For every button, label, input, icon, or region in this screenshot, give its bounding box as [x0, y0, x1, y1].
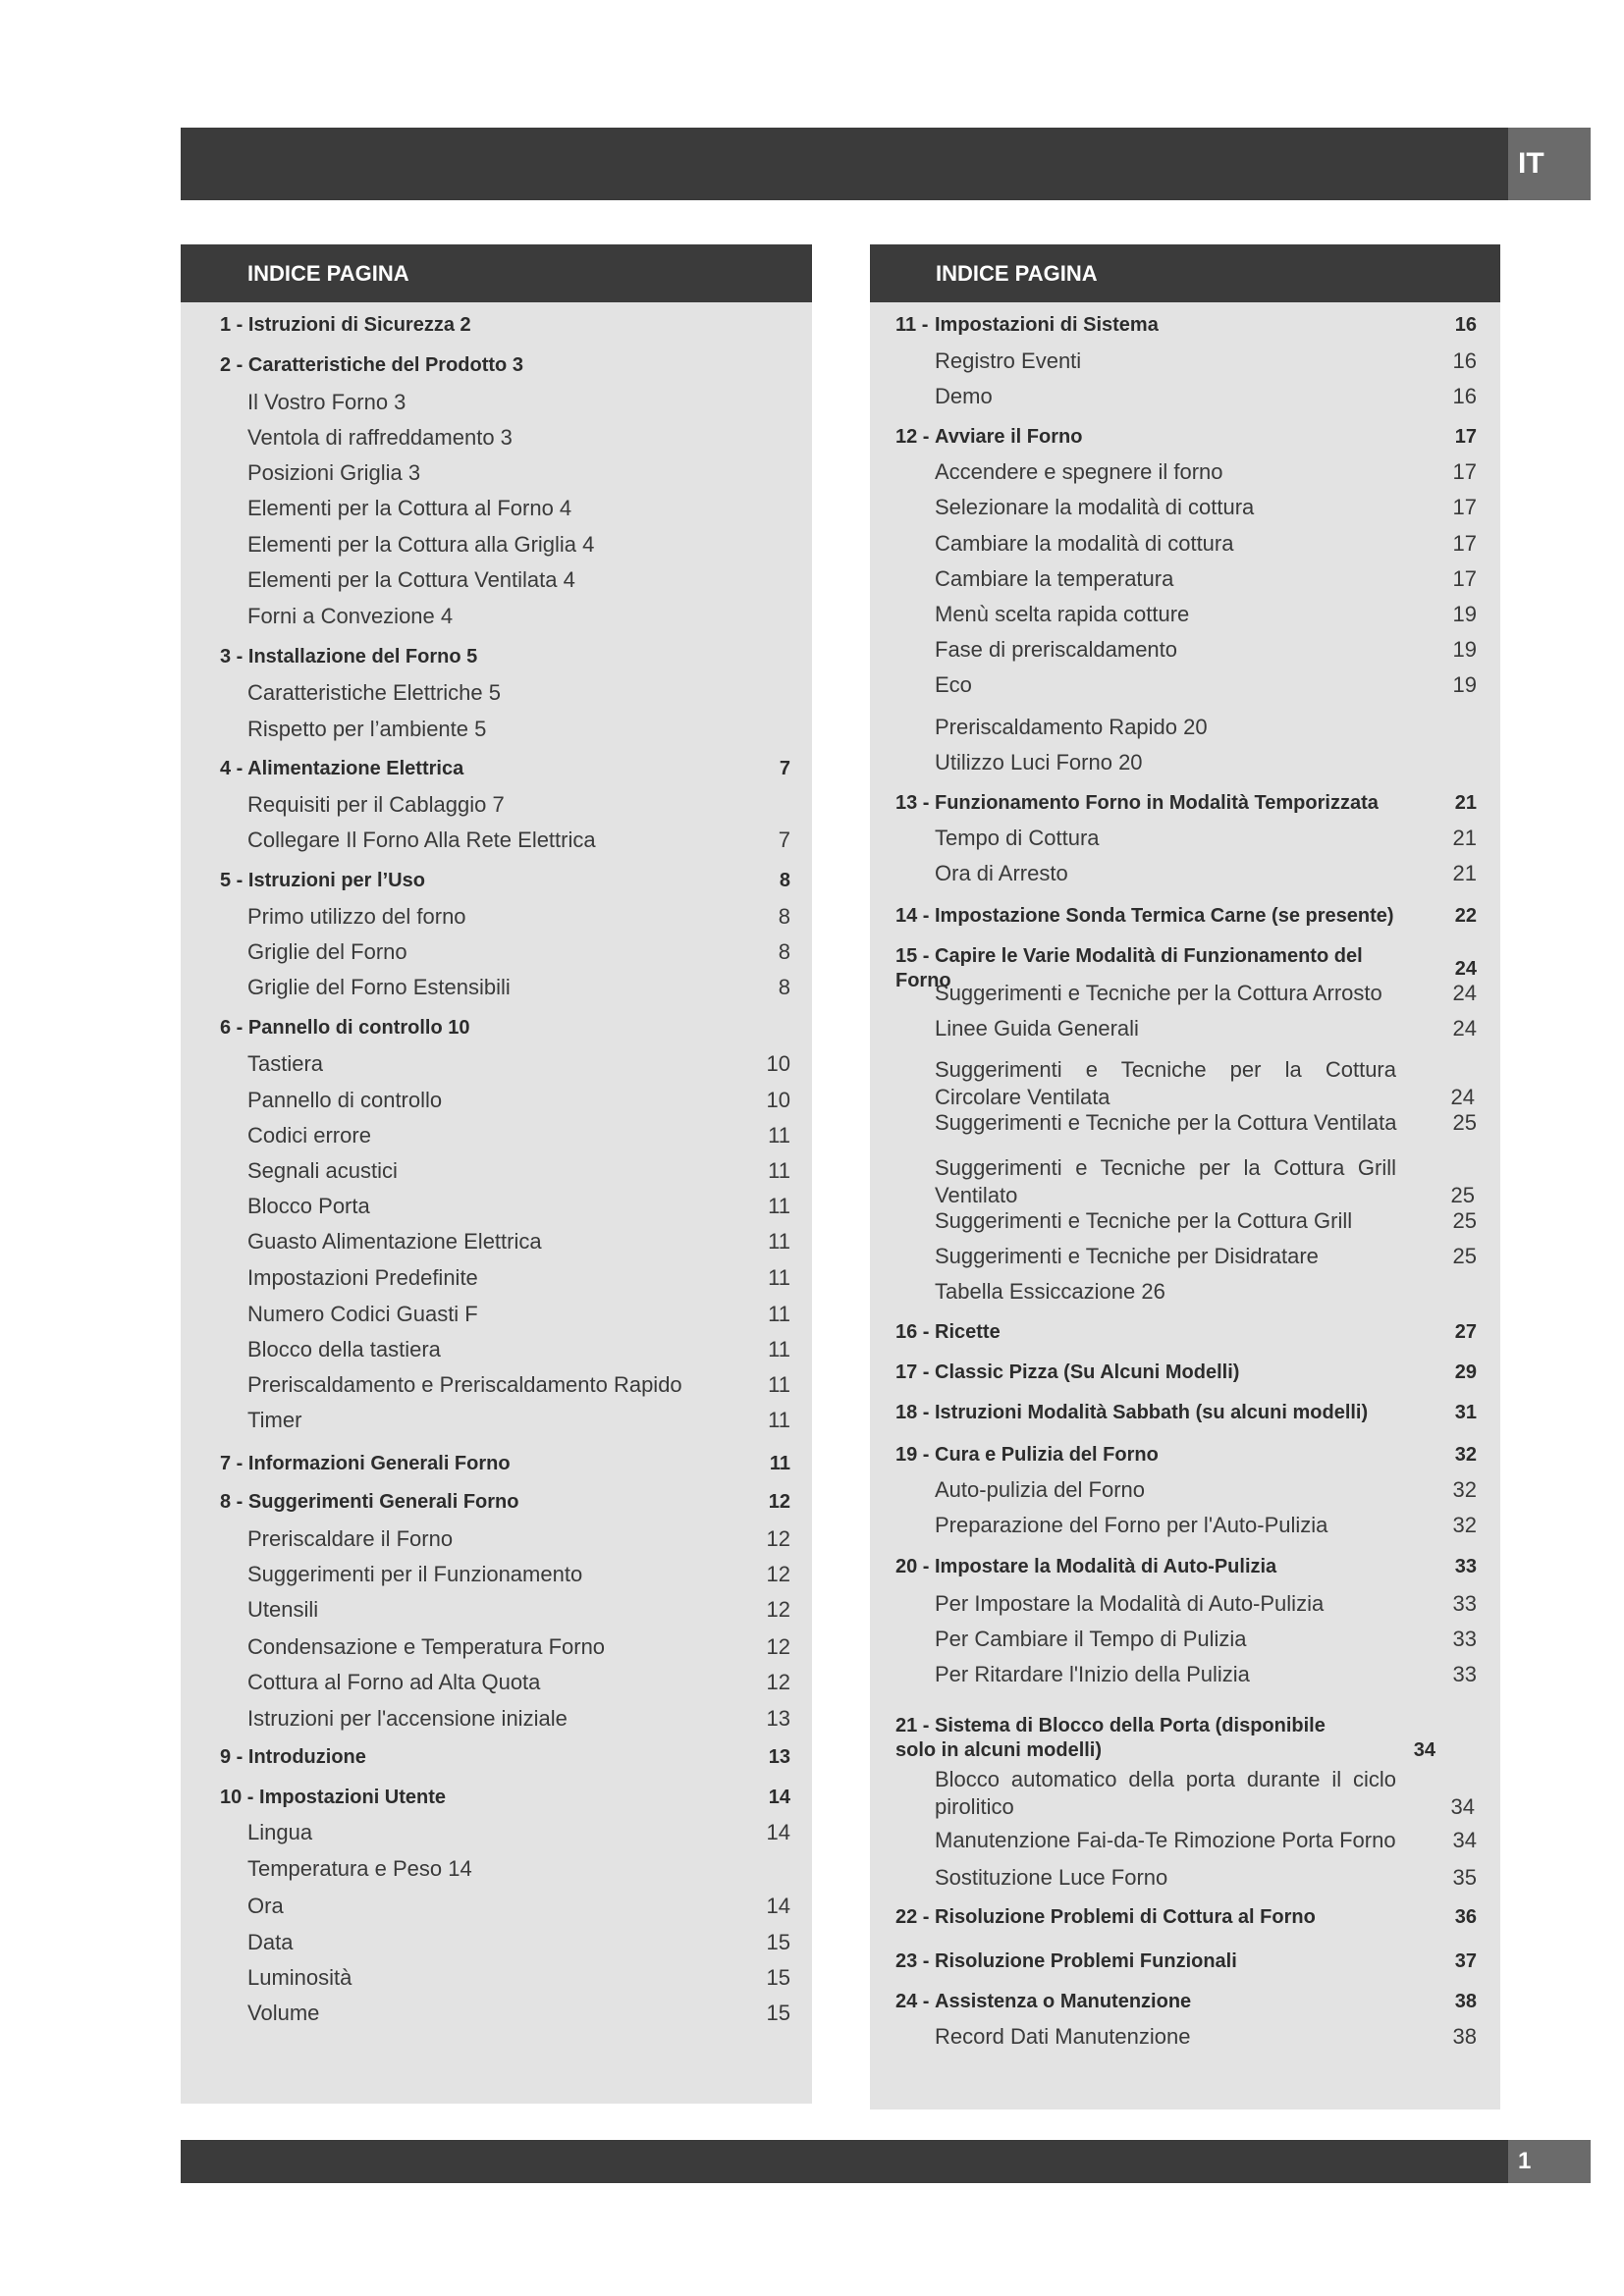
toc-section-title: Impostare la Modalità di Auto-Pulizia: [935, 1556, 1277, 1577]
toc-item: [870, 860, 1500, 887]
toc-entry-title: Numero Codici Guasti F: [247, 1302, 478, 1326]
toc-entry-title: Menù scelta rapida cotture: [935, 602, 1190, 626]
toc-section-number: 12 -: [895, 426, 930, 448]
toc-entry-title: [895, 1949, 1398, 1974]
toc-page-number: 38: [1454, 1991, 1477, 2012]
toc-left-title: INDICE PAGINA: [181, 244, 812, 302]
toc-entry-title: Volume: [247, 2001, 320, 2025]
toc-section-title: Avviare il Forno: [935, 426, 1083, 448]
toc-page-number: 11: [769, 1453, 790, 1474]
toc-entry-title: 9 - Introduzione: [220, 1746, 366, 1768]
toc-right-title: INDICE PAGINA: [870, 244, 1500, 302]
toc-page-number: 36: [1454, 1906, 1477, 1928]
toc-item: [870, 671, 1500, 699]
toc-item: [181, 531, 812, 559]
toc-page-number: 32: [1452, 1477, 1477, 1502]
toc-entry-title: Codici errore: [247, 1123, 371, 1148]
toc-entry-title: Suggerimenti e Tecniche per la Cottura Grill: [935, 1208, 1353, 1233]
toc-page-number: 22: [1454, 905, 1477, 927]
toc-entry-title: Blocco Porta: [247, 1194, 370, 1218]
toc-item: [181, 1561, 812, 1588]
toc-page-number: 11: [768, 1302, 790, 1326]
toc-page-number: 33: [1452, 1662, 1477, 1686]
toc-item: [181, 1371, 812, 1399]
toc-item: [181, 1525, 812, 1553]
toc-item: [870, 1476, 1500, 1504]
toc-item: [181, 1705, 812, 1733]
toc-page-number: 31: [1454, 1402, 1477, 1423]
toc-section-title: Cura e Pulizia del Forno: [935, 1444, 1159, 1466]
toc-item: [181, 1050, 812, 1078]
toc-item: [181, 1596, 812, 1624]
toc-item: [870, 1626, 1500, 1653]
toc-page-number: 12: [768, 1491, 790, 1513]
toc-item: [181, 827, 812, 854]
toc-entry-title: Pannello di controllo: [247, 1088, 443, 1112]
toc-page-number: 25: [1452, 1244, 1477, 1268]
toc-entry-title: Griglie del Forno Estensibili: [247, 975, 511, 999]
toc-section: [181, 1490, 812, 1515]
toc-entry-title: [895, 1555, 1398, 1579]
toc-page-number: 14: [766, 1820, 790, 1844]
toc-item: [870, 601, 1500, 628]
toc-entry-title: Luminosità: [247, 1965, 352, 1990]
toc-item: [181, 1893, 812, 1920]
toc-item: [181, 566, 812, 594]
toc-entry-title: Per Impostare la Modalità di Auto-Pulizia: [935, 1591, 1325, 1616]
toc-page-number: 15: [766, 1930, 790, 1954]
toc-item: [870, 494, 1500, 521]
toc-item: [870, 636, 1500, 664]
toc-section: [870, 1443, 1500, 1468]
toc-page-number: 17: [1452, 495, 1477, 519]
toc-section-title: Risoluzione Problemi Funzionali: [935, 1950, 1237, 1972]
toc-page-number: 8: [779, 870, 790, 891]
toc-entry-title: [895, 904, 1398, 929]
toc-section: [870, 425, 1500, 450]
toc-entry-title: Suggerimenti e Tecniche per la Cottura Ventilata: [935, 1110, 1397, 1135]
toc-section-title: Funzionamento Forno in Modalità Temporizzata: [935, 792, 1379, 814]
toc-page-number: 11: [768, 1194, 790, 1218]
toc-section: [181, 757, 812, 781]
toc-entry-title: Ventola di raffreddamento 3: [247, 425, 513, 450]
toc-section-number: 23 -: [895, 1950, 930, 1972]
toc-entry-title: Guasto Alimentazione Elettrica: [247, 1229, 542, 1254]
toc-item: [181, 903, 812, 931]
page-number: 1: [1508, 2140, 1591, 2183]
toc-page-number: 10: [766, 1051, 790, 1076]
toc-item: [181, 603, 812, 630]
toc-entry-title: Istruzioni per l'accensione iniziale: [247, 1706, 568, 1731]
toc-page-number: 12: [766, 1670, 790, 1694]
toc-section: [870, 791, 1500, 816]
toc-entry-title: [895, 1990, 1398, 2014]
toc-page-number: 35: [1452, 1865, 1477, 1890]
toc-entry-title: Suggerimenti per il Funzionamento: [247, 1562, 583, 1586]
toc-item: [181, 1929, 812, 1956]
toc-page-number: 25: [1450, 1182, 1475, 1207]
toc-entry-title: [895, 1361, 1398, 1385]
toc-entry-title: [895, 313, 1398, 338]
toc-section: [181, 1786, 812, 1810]
toc-entry-title: Preriscaldamento Rapido 20: [935, 715, 1208, 739]
toc-section: [181, 313, 812, 338]
toc-section: [181, 1016, 812, 1041]
toc-item: [870, 530, 1500, 558]
toc-item: [870, 1661, 1500, 1688]
toc-entry-title: Elementi per la Cottura Ventilata 4: [247, 567, 575, 592]
toc-page-number: 11: [768, 1123, 790, 1148]
toc-page-number: 24: [1452, 1016, 1477, 1041]
toc-page-number: 11: [768, 1158, 790, 1183]
toc-item: [181, 1633, 812, 1661]
toc-section-title: Capire le Varie Modalità di Funzionamento del Forno: [895, 945, 1363, 991]
toc-item: [181, 1087, 812, 1114]
toc-column-right: [870, 244, 1500, 2109]
toc-page-number: 19: [1452, 672, 1477, 697]
toc-item: [870, 714, 1500, 741]
toc-entry-title: Suggerimenti e Tecniche per Disidratare: [935, 1244, 1319, 1268]
toc-entry-title: Cottura al Forno ad Alta Quota: [247, 1670, 541, 1694]
toc-item: [181, 974, 812, 1001]
toc-section-number: 14 -: [895, 905, 930, 927]
toc-entry-title: Caratteristiche Elettriche 5: [247, 680, 501, 705]
toc-section: [870, 1320, 1500, 1345]
toc-item: [870, 347, 1500, 375]
toc-entry-title: Accendere e spegnere il forno: [935, 459, 1223, 484]
toc-page-number: 17: [1452, 566, 1477, 591]
toc-page-number: 12: [766, 1634, 790, 1659]
toc-item: [181, 1407, 812, 1434]
toc-section-title: Assistenza o Manutenzione: [935, 1991, 1192, 2012]
toc-entry-title: Posizioni Griglia 3: [247, 460, 421, 485]
toc-page-number: 38: [1452, 2024, 1477, 2049]
toc-page-number: 13: [768, 1746, 790, 1768]
toc-page-number: 29: [1454, 1362, 1477, 1383]
toc-item: [181, 1855, 812, 1883]
toc-entry-title: [895, 1905, 1398, 1930]
toc-page-number: 8: [778, 939, 790, 964]
toc-page-number: 34: [1452, 1828, 1477, 1852]
toc-item: [870, 1512, 1500, 1539]
toc-page-number: 19: [1452, 602, 1477, 626]
toc-item: [870, 383, 1500, 410]
toc-page-number: 12: [766, 1526, 790, 1551]
toc-section-number: 22 -: [895, 1906, 930, 1928]
toc-section: [181, 353, 812, 378]
toc-entry-title: Primo utilizzo del forno: [247, 904, 466, 929]
toc-entry-title: Il Vostro Forno 3: [247, 390, 406, 414]
toc-page-number: 15: [766, 1965, 790, 1990]
toc-item: [181, 1264, 812, 1292]
toc-page-number: 11: [768, 1265, 790, 1290]
toc-entry-title: [895, 1443, 1398, 1468]
toc-section: [181, 645, 812, 669]
toc-entry-title: Requisiti per il Cablaggio 7: [247, 792, 505, 817]
toc-item: [181, 459, 812, 487]
toc-item: [181, 389, 812, 416]
toc-item: [870, 1278, 1500, 1306]
toc-item: [181, 716, 812, 743]
toc-section: [870, 1990, 1500, 2014]
toc-page-number: 21: [1454, 792, 1477, 814]
toc-entry-title: Suggerimenti e Tecniche per la Cottura Arrosto: [935, 981, 1382, 1005]
toc-page-number: 21: [1452, 861, 1477, 885]
toc-item: [181, 791, 812, 819]
toc-page-number: 21: [1452, 826, 1477, 850]
toc-entry-title: Cambiare la temperatura: [935, 566, 1174, 591]
toc-page-number: 11: [768, 1229, 790, 1254]
toc-item: [870, 458, 1500, 486]
toc-section-number: 15 -: [895, 945, 930, 967]
toc-entry-title: Sostituzione Luce Forno: [935, 1865, 1168, 1890]
header-bar: [181, 128, 1508, 200]
toc-entry-title: Suggerimenti e Tecniche per la Cottura Circolare Ventilata: [935, 1057, 1396, 1109]
toc-entry-title: Collegare Il Forno Alla Rete Elettrica: [247, 828, 596, 852]
toc-entry-title: 4 - Alimentazione Elettrica: [220, 758, 464, 779]
toc-section-title: Impostazioni di Sistema: [935, 314, 1159, 336]
toc-section: [870, 1401, 1500, 1425]
toc-entry-title: Auto-pulizia del Forno: [935, 1477, 1146, 1502]
toc-section-number: 18 -: [895, 1402, 930, 1423]
toc-entry-title: Utilizzo Luci Forno 20: [935, 750, 1143, 774]
toc-entry-title: Blocco automatico della porta durante il ciclo pirolitico: [935, 1767, 1396, 1819]
toc-section: [870, 313, 1500, 338]
toc-page-number: 7: [778, 828, 790, 852]
toc-entry-title: Record Dati Manutenzione: [935, 2024, 1191, 2049]
toc-item: [870, 1207, 1500, 1235]
toc-entry-title: Linee Guida Generali: [935, 1016, 1139, 1041]
toc-section: [870, 904, 1500, 929]
toc-page-number: 13: [766, 1706, 790, 1731]
toc-entry-title: Rispetto per l’ambiente 5: [247, 717, 487, 741]
toc-entry-title: Cambiare la modalità di cottura: [935, 531, 1234, 556]
language-tab: IT: [1508, 128, 1591, 200]
toc-section-number: 19 -: [895, 1444, 930, 1466]
toc-page-number: 17: [1452, 531, 1477, 556]
toc-page-number: 12: [766, 1562, 790, 1586]
toc-page-number: 32: [1454, 1444, 1477, 1466]
toc-item: [181, 679, 812, 707]
toc-item: [181, 1819, 812, 1846]
toc-entry-title: 5 - Istruzioni per l’Uso: [220, 870, 425, 891]
toc-page-number: 11: [768, 1408, 790, 1432]
toc-section: [870, 1949, 1500, 1974]
toc-entry-title: 1 - Istruzioni di Sicurezza 2: [220, 314, 471, 336]
toc-section: [181, 1452, 812, 1476]
toc-entry-title: [895, 1714, 1357, 1763]
toc-entry-title: 6 - Pannello di controllo 10: [220, 1017, 470, 1039]
toc-entry-title: Tastiera: [247, 1051, 324, 1076]
toc-section-title: Ricette: [935, 1321, 1001, 1343]
toc-item: [181, 1964, 812, 1992]
toc-page-number: 24: [1452, 981, 1477, 1005]
toc-page-number: 24: [1454, 957, 1477, 980]
toc-entry-title: [895, 1401, 1398, 1425]
toc-entry-title: Elementi per la Cottura al Forno 4: [247, 496, 572, 520]
toc-entry-title: Lingua: [247, 1820, 313, 1844]
toc-page-number: 12: [766, 1597, 790, 1622]
toc-item: [870, 1154, 1500, 1208]
toc-page-number: 17: [1452, 459, 1477, 484]
toc-entry-title: Registro Eventi: [935, 348, 1082, 373]
toc-entry-title: Condensazione e Temperatura Forno: [247, 1634, 606, 1659]
toc-page-number: 25: [1452, 1208, 1477, 1233]
toc-item: [181, 1301, 812, 1328]
toc-entry-title: Manutenzione Fai-da-Te Rimozione Porta Forno: [935, 1828, 1396, 1852]
toc-page-number: 15: [766, 2001, 790, 2025]
toc-entry-title: Forni a Convezione 4: [247, 604, 454, 628]
toc-page-number: 10: [766, 1088, 790, 1112]
toc-item: [181, 1228, 812, 1255]
toc-item: [181, 1122, 812, 1149]
toc-page-number: 8: [778, 904, 790, 929]
toc-entry-title: Data: [247, 1930, 294, 1954]
toc-entry-title: Preriscaldamento e Preriscaldamento Rapido: [247, 1372, 682, 1397]
toc-page-number: 34: [1413, 1739, 1435, 1761]
toc-page-number: 33: [1454, 1556, 1477, 1577]
toc-entry-title: Selezionare la modalità di cottura: [935, 495, 1255, 519]
toc-entry-title: Eco: [935, 672, 972, 697]
toc-section-number: 20 -: [895, 1556, 930, 1577]
toc-entry-title: [895, 791, 1398, 816]
toc-section: [870, 1905, 1500, 1930]
toc-entry-title: 8 - Suggerimenti Generali Forno: [220, 1491, 519, 1513]
toc-item: [181, 2000, 812, 2027]
toc-section: [870, 1714, 1500, 1763]
toc-page-number: 11: [768, 1372, 790, 1397]
toc-entry-title: 2 - Caratteristiche del Prodotto 3: [220, 354, 523, 376]
toc-page-number: 33: [1452, 1627, 1477, 1651]
toc-entry-title: Per Cambiare il Tempo di Pulizia: [935, 1627, 1247, 1651]
toc-page-number: 14: [768, 1787, 790, 1808]
toc-section-number: 24 -: [895, 1991, 930, 2012]
toc-item: [870, 1766, 1500, 1820]
toc-page-number: 17: [1454, 426, 1477, 448]
toc-item: [870, 825, 1500, 852]
toc-entry-title: 10 - Impostazioni Utente: [220, 1787, 447, 1808]
toc-page-number: 11: [768, 1337, 790, 1362]
toc-column-left: [181, 244, 812, 2104]
toc-entry-title: Segnali acustici: [247, 1158, 398, 1183]
toc-item: [181, 495, 812, 522]
toc-item: [870, 1056, 1500, 1110]
toc-entry-title: Ora: [247, 1894, 284, 1918]
toc-page-number: 32: [1452, 1513, 1477, 1537]
toc-page-number: 8: [778, 975, 790, 999]
toc-section-number: 16 -: [895, 1321, 930, 1343]
toc-page-number: 24: [1450, 1084, 1475, 1109]
toc-page-number: 16: [1454, 314, 1477, 336]
toc-entry-title: Elementi per la Cottura alla Griglia 4: [247, 532, 595, 557]
toc-page-number: 16: [1452, 348, 1477, 373]
toc-item: [870, 1243, 1500, 1270]
toc-page-number: 25: [1452, 1110, 1477, 1135]
toc-entry-title: Impostazioni Predefinite: [247, 1265, 478, 1290]
toc-item: [870, 565, 1500, 593]
toc-entry-title: Temperatura e Peso 14: [247, 1856, 472, 1881]
toc-item: [181, 1193, 812, 1220]
toc-page-number: 16: [1452, 384, 1477, 408]
toc-page-number: 7: [779, 758, 790, 779]
toc-page-number: 19: [1452, 637, 1477, 662]
toc-page-number: 14: [766, 1894, 790, 1918]
toc-entry-title: Preriscaldare il Forno: [247, 1526, 454, 1551]
toc-page-number: 27: [1454, 1321, 1477, 1343]
toc-item: [870, 1864, 1500, 1892]
toc-section-number: 13 -: [895, 792, 930, 814]
toc-entry-title: 3 - Installazione del Forno 5: [220, 646, 478, 667]
toc-entry-title: Utensili: [247, 1597, 319, 1622]
toc-item: [870, 2023, 1500, 2051]
toc-page-number: 34: [1450, 1793, 1475, 1819]
toc-item: [181, 1669, 812, 1696]
toc-entry-title: Timer: [247, 1408, 302, 1432]
toc-entry-title: Preparazione del Forno per l'Auto-Pulizia: [935, 1513, 1328, 1537]
toc-entry-title: Tempo di Cottura: [935, 826, 1100, 850]
toc-entry-title: Griglie del Forno: [247, 939, 407, 964]
toc-entry-title: [895, 425, 1398, 450]
toc-section-title: Istruzioni Modalità Sabbath (su alcuni modelli): [935, 1402, 1369, 1423]
toc-item: [870, 1827, 1500, 1854]
toc-section-title: Classic Pizza (Su Alcuni Modelli): [935, 1362, 1240, 1383]
toc-item: [870, 980, 1500, 1007]
toc-item: [870, 749, 1500, 776]
toc-entry-title: Ora di Arresto: [935, 861, 1068, 885]
toc-item: [181, 1157, 812, 1185]
toc-item: [181, 1336, 812, 1363]
toc-section-title: Impostazione Sonda Termica Carne (se presente): [935, 905, 1394, 927]
toc-entry-title: Fase di preriscaldamento: [935, 637, 1178, 662]
toc-entry-title: 7 - Informazioni Generali Forno: [220, 1453, 511, 1474]
toc-section: [870, 1361, 1500, 1385]
toc-section: [181, 869, 812, 893]
toc-entry-title: Blocco della tastiera: [247, 1337, 441, 1362]
toc-entry-title: Suggerimenti e Tecniche per la Cottura Grill Ventilato: [935, 1155, 1396, 1207]
toc-section-title: Sistema di Blocco della Porta (disponibile solo in alcuni modelli): [895, 1715, 1326, 1761]
footer-bar: [181, 2140, 1508, 2183]
toc-item: [870, 1109, 1500, 1137]
toc-item: [870, 1590, 1500, 1618]
toc-section-number: 17 -: [895, 1362, 930, 1383]
toc-section-number: 21 -: [895, 1715, 930, 1736]
toc-entry-title: Tabella Essiccazione 26: [935, 1279, 1165, 1304]
toc-section-number: 11 -: [895, 314, 929, 336]
toc-item: [181, 424, 812, 452]
toc-entry-title: Per Ritardare l'Inizio della Pulizia: [935, 1662, 1250, 1686]
toc-page-number: 33: [1452, 1591, 1477, 1616]
toc-item: [870, 1015, 1500, 1042]
toc-section: [181, 1745, 812, 1770]
toc-item: [181, 938, 812, 966]
toc-section-title: Risoluzione Problemi di Cottura al Forno: [935, 1906, 1316, 1928]
toc-section: [870, 1555, 1500, 1579]
toc-entry-title: Demo: [935, 384, 993, 408]
toc-entry-title: [895, 1320, 1398, 1345]
toc-page-number: 37: [1454, 1950, 1477, 1972]
